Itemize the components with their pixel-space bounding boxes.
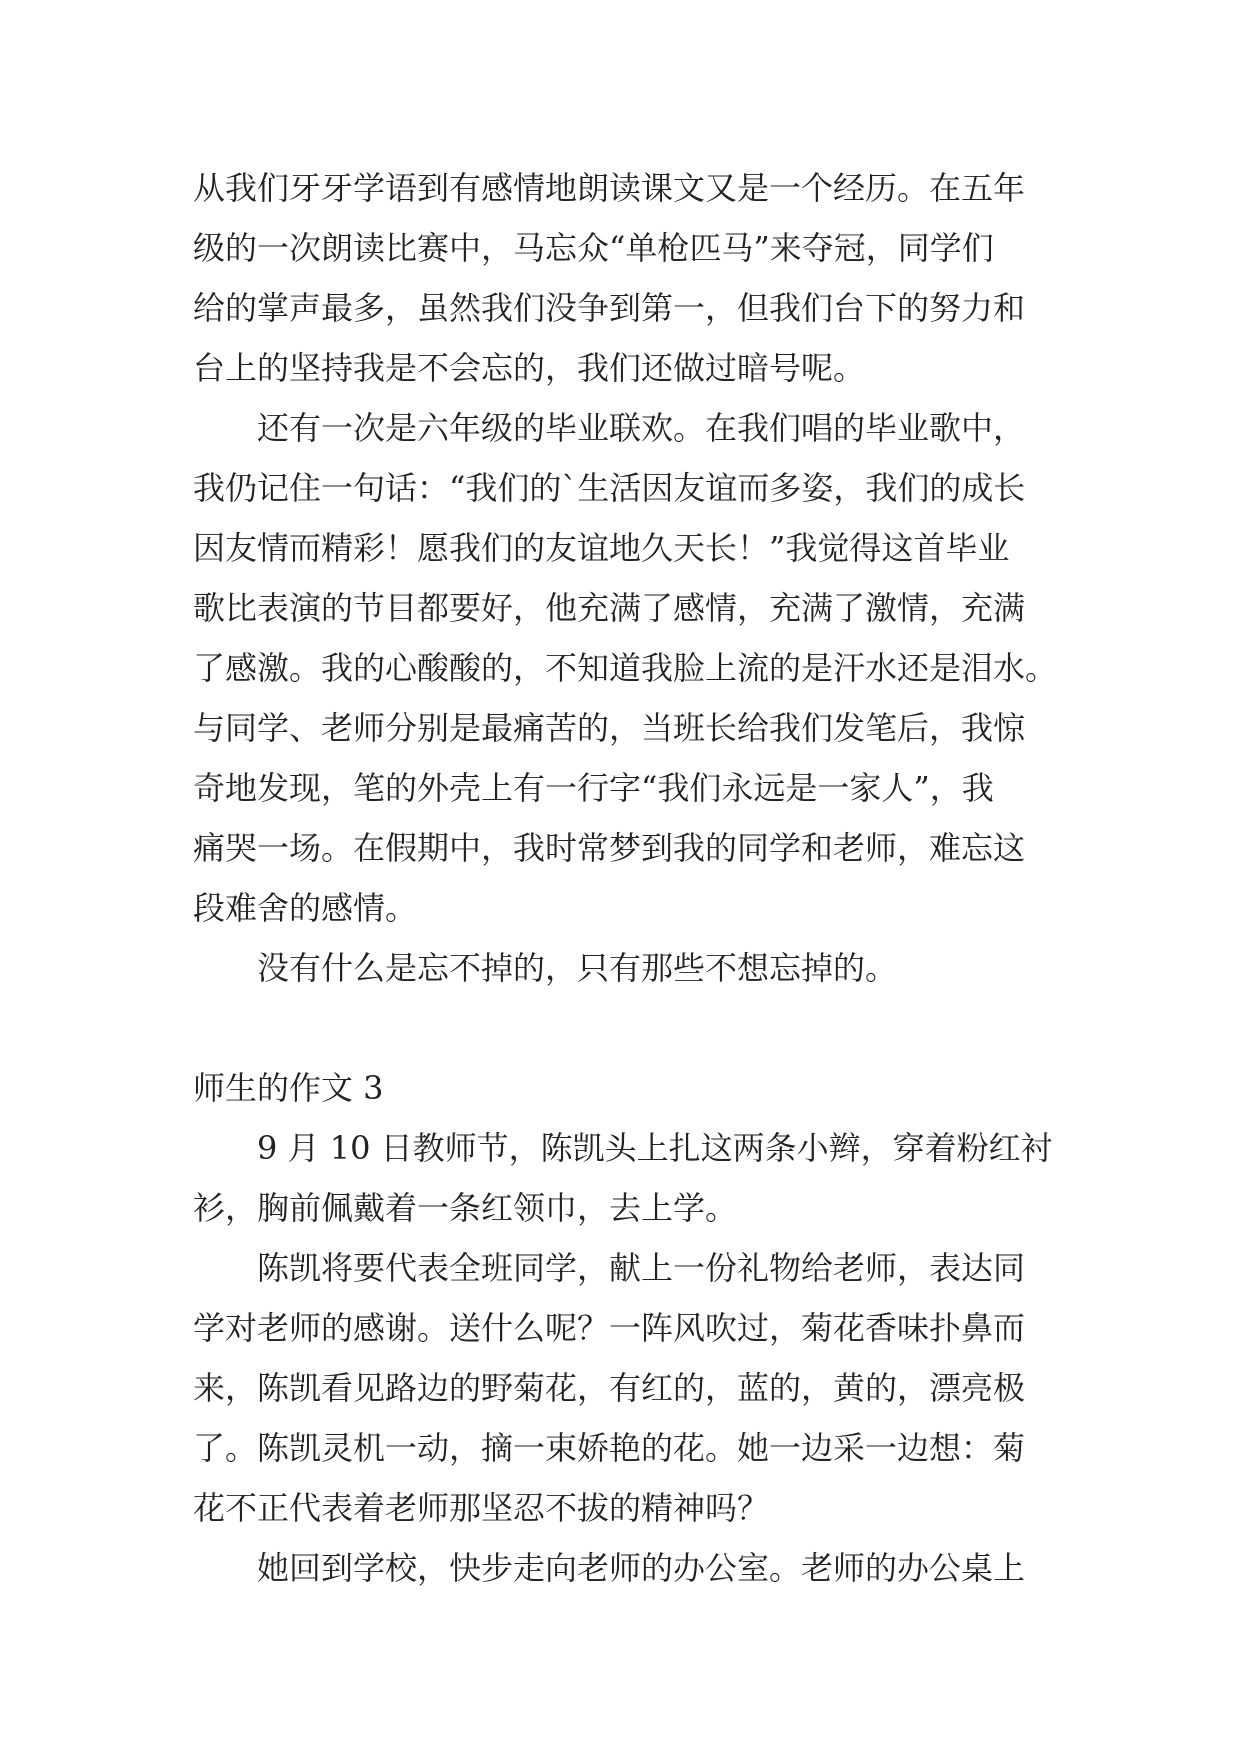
text-line: 段难舍的感情。: [193, 889, 418, 927]
text-line: 了感激。我的心酸酸的，不知道我脸上流的是汗水还是泪水。: [193, 649, 1058, 687]
text-line: 来，陈凯看见路边的野菊花，有红的，蓝的，黄的，漂亮极: [193, 1369, 1026, 1407]
text-line: 了。陈凯灵机一动，摘一束娇艳的花。她一边采一边想：菊: [193, 1429, 1026, 1467]
text-line: 我仍记住一句话：“我们的`生活因友谊而多姿，我们的成长: [193, 469, 1026, 507]
text-line: 与同学、老师分别是最痛苦的，当班长给我们发笔后，我惊: [193, 709, 1026, 747]
text-line: 没有什么是忘不掉的，只有那些不想忘掉的。: [257, 949, 898, 987]
text-line: 衫，胸前佩戴着一条红领巾，去上学。: [193, 1189, 738, 1227]
text-line: 陈凯将要代表全班同学，献上一份礼物给老师，表达同: [257, 1249, 1026, 1287]
text-line: 她回到学校，快步走向老师的办公室。老师的办公桌上: [257, 1549, 1026, 1587]
document-body: [193, 158, 1058, 1598]
text-line: 从我们牙牙学语到有感情地朗读课文又是一个经历。在五年: [193, 169, 1026, 207]
text-line: 花不正代表着老师那坚忍不拔的精神吗？: [193, 1489, 770, 1527]
text-line: 9 月 10 日教师节，陈凯头上扎这两条小辫，穿着粉红衬: [257, 1129, 1053, 1167]
text-line: 歌比表演的节目都要好，他充满了感情，充满了激情，充满: [193, 589, 1026, 627]
text-line: 学对老师的感谢。送什么呢？一阵风吹过，菊花香味扑鼻而: [193, 1309, 1026, 1347]
paragraph-spacer: [193, 998, 1053, 1058]
text-line: 级的一次朗读比赛中，马忘众“单枪匹马”来夺冠，同学们: [193, 229, 994, 267]
text-line: 痛哭一场。在假期中，我时常梦到我的同学和老师，难忘这: [193, 829, 1026, 867]
text-line: 给的掌声最多，虽然我们没争到第一，但我们台下的努力和: [193, 289, 1026, 327]
text-line: 还有一次是六年级的毕业联欢。在我们唱的毕业歌中，: [257, 409, 1026, 447]
text-line: 奇地发现，笔的外壳上有一行字“我们永远是一家人”，我: [193, 769, 994, 807]
text-line: 台上的坚持我是不会忘的，我们还做过暗号呢。: [193, 349, 866, 387]
section-heading: 师生的作文 3: [193, 1069, 384, 1107]
text-line: 因友情而精彩！愿我们的友谊地久天长！”我觉得这首毕业: [193, 529, 1010, 567]
